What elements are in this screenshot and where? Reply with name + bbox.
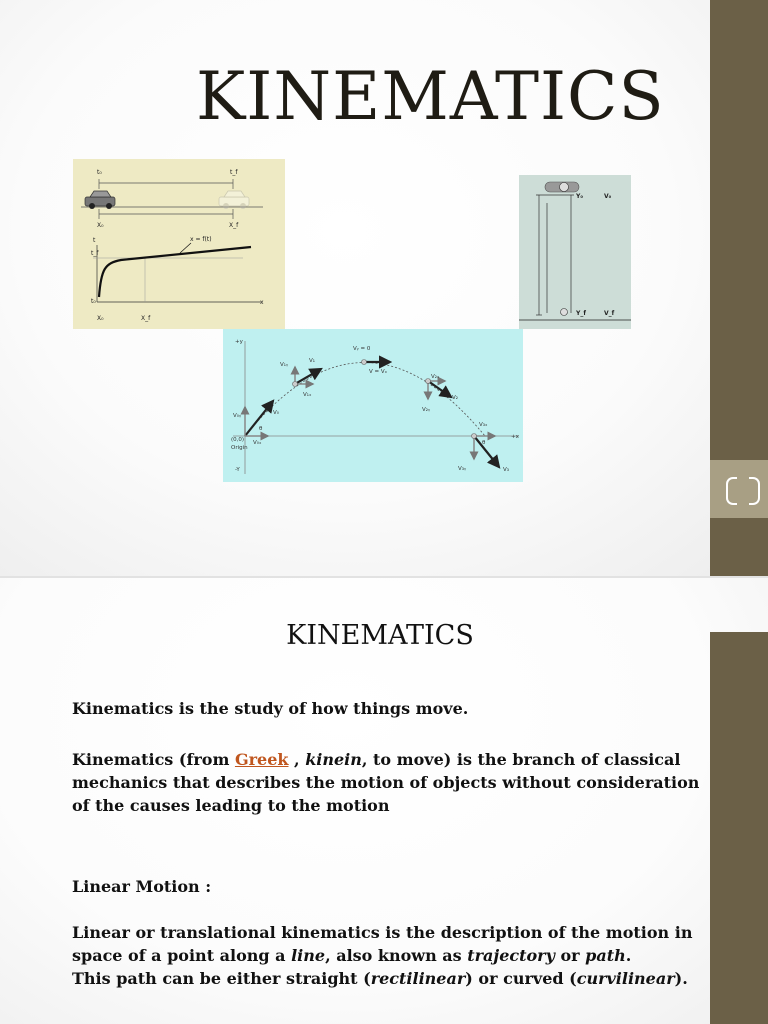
label-vf: V_f [604,310,615,317]
ball-top-icon [545,182,579,192]
label-v0: V₀ [273,410,279,416]
label-t0-axis: t₀ [91,298,96,305]
paragraph-linear-motion [72,921,702,990]
bracket-left-icon [726,477,737,505]
label-x-axis: x [260,299,264,306]
label-tf-axis: t_f [91,250,99,257]
label-v2y: V₂ᵧ [422,407,431,413]
term-trajectory: trajectory [467,946,555,965]
label-v1x: V₁ₓ [303,392,312,398]
label-xf: X_f [229,222,239,229]
label-plus-y: +y [235,339,243,345]
label-origin-word: Origin [231,445,248,451]
label-v3x: V₃ₓ [479,422,488,428]
text: . [625,946,632,965]
slide-title: KINEMATICS [286,620,474,651]
label-theta-2: θ [482,440,486,446]
label-v2x: V₂ₓ [431,374,440,380]
label-v1y: V₁ᵧ [280,362,289,368]
label-v3: V₃ [503,467,509,473]
label-yf: Y_f [576,310,586,317]
label-v0: V₀ [604,193,612,200]
figure-free-fall [519,175,631,329]
label-x0-axis: X₀ [97,315,104,322]
label-vy-zero: Vᵧ = 0 [353,346,371,352]
label-theta: θ [259,426,263,432]
ball-bottom-icon [561,309,568,316]
figure-projectile-motion [223,329,523,482]
greek-link[interactable]: Greek [234,750,289,769]
figure-car-displacement [73,159,285,329]
trajectory-path [245,363,485,437]
term-kinein: kinein [305,750,362,769]
bracket-right-icon [749,477,760,505]
text: , also known as [325,946,468,965]
position-curve [99,247,251,297]
label-origin: (0,0) [231,437,245,443]
term-line: line [291,946,326,965]
section-heading-linear-motion: Linear Motion : [72,877,212,896]
text: , [288,750,306,769]
page-indicator-tab[interactable] [710,460,768,518]
label-xf-axis: X_f [141,315,151,322]
label-vox: V₀ₓ [253,440,262,446]
term-path: path [585,946,626,965]
text: or [554,946,586,965]
label-v1: V₁ [309,358,315,364]
label-t0: t₀ [97,169,102,176]
label-function: x = f(t) [190,236,212,243]
text: Linear or translational kinematics is the description of the motion in space of a point along a [72,923,693,965]
term-rectilinear: rectilinear [370,969,466,988]
text: ) or curved ( [465,969,577,988]
text: ). [674,969,688,988]
label-plus-x: +x [511,434,519,440]
label-v3y: V₃ᵧ [458,466,467,472]
label-v-eq: V = Vₓ [369,369,388,375]
label-t-axis: t [93,237,96,244]
car-end-icon [219,191,249,209]
paragraph-definition [72,748,702,817]
label-minus-y: -Y [235,467,240,473]
term-curvilinear: curvilinear [576,969,675,988]
text: Kinematics (from [72,750,235,769]
label-y0: Y₀ [576,193,583,200]
slide-title: KINEMATICS [196,58,665,135]
car-start-icon [85,191,115,209]
label-voy: V₀ᵧ [233,413,242,419]
paragraph-intro: Kinematics is the study of how things move. [72,699,469,718]
sidebar-bar [710,632,768,1024]
slide-2 [0,578,768,1024]
label-x0: X₀ [97,222,104,229]
text: This path can be either straight ( [72,969,371,988]
label-v2: V₂ [452,395,458,401]
label-tf: t_f [230,169,238,176]
text: , to move) is the branch of classical mechanics that describes the motion of objects without consideration of the causes leading to the motion [72,750,700,815]
